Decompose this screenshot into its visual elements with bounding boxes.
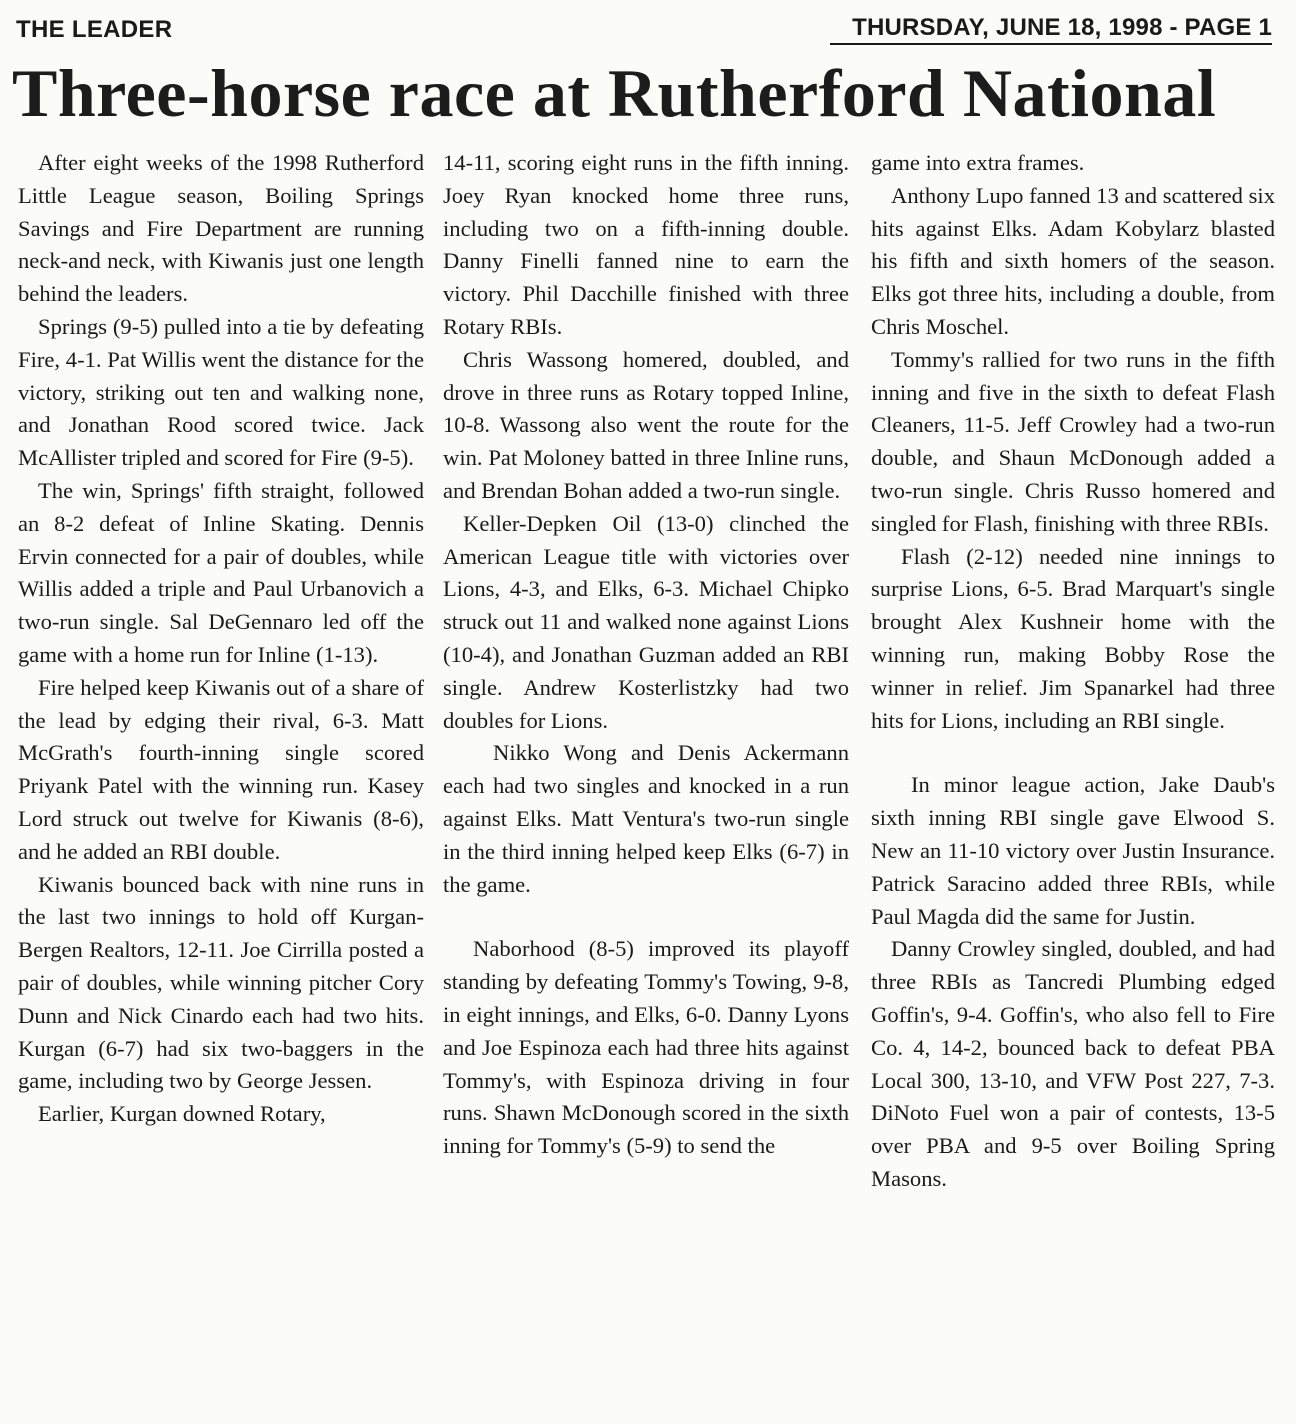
article-paragraph: Flash (2-12) needed nine innings to surprise Lions, 6-5. Brad Marquart's single brought Alex Kushneir home with the winning run, making Bobby Rose the winner in relief. Jim Spanarkel had three hits for Lions, including an RBI single. [871,543,1275,733]
paper-name: THE LEADER [16,16,173,43]
masthead [16,14,1278,48]
article-paragraph: Tommy's rallied for two runs in the fifth inning and five in the sixth to defeat Flash Cleaners, 11-5. Jeff Crowley had a two-run double, and Shaun McDonough added a two-run single. Chris Russo homered and singled for Flash, finishing with three RBIs. [871,346,1275,536]
article-paragraph: Fire helped keep Kiwanis out of a share of the lead by edging their rival, 6-3. Matt McGrath's fourth-inning single scored Priyank Patel with the winning run. Kasey Lord struck out twelve for Kiwanis (8-6), and he added an RBI double. [18,674,424,864]
article-paragraph: In minor league action, Jake Daub's sixth inning RBI single gave Elwood S. New an 11-10 victory over Justin Insurance. Patrick Saracino added three RBIs, while Paul Magda did the same for Justin. [871,772,1275,929]
article-paragraph: The win, Springs' fifth straight, followed an 8-2 defeat of Inline Skating. Dennis Ervin connected for a pair of doubles, while Willis added a triple and Paul Urbanovich a two-run single. Sal DeGennaro led off the game with a home run for Inline (1-13). [18,477,424,667]
dateline: THURSDAY, JUNE 18, 1998 - PAGE 1 [830,14,1272,45]
article-paragraph: Chris Wassong homered, doubled, and drove in three runs as Rotary topped Inline, 10-8. Wassong also went the route for the win. Pat Moloney batted in three Inline runs, and Brendan Bohan added a two-run single. [443,346,849,503]
article-paragraph: Danny Crowley singled, doubled, and had three RBIs as Tancredi Plumbing edged Goffin's, 9-4. Goffin's, who also fell to Fire Co. 4, 14-2, bounced back to defeat PBA Local 300, 13-10, and VFW Post 227, 7-3. DiNoto Fuel won a pair of contests, 13-5 over PBA and 9-5 over Boiling Spring Masons. [871,936,1275,1191]
article-paragraph: Springs (9-5) pulled into a tie by defeating Fire, 4-1. Pat Willis went the distance for the victory, striking out ten and walking none, and Jonathan Rood scored twice. Jack McAllister tripled and scored for Fire (9-5). [18,313,424,471]
article-column-2 [443,147,849,1163]
article-paragraph: Anthony Lupo fanned 13 and scattered six hits against Elks. Adam Kobylarz blasted his fifth and sixth homers of the season. Elks got three hits, including a double, from Chris Moschel. [871,182,1275,339]
article-paragraph: Kiwanis bounced back with nine runs in the last two innings to hold off Kurgan-Bergen Realtors, 12-11. Joe Cirrilla posted a pair of doubles, while winning pitcher Cory Dunn and Nick Cinardo each had two hits. Kurgan (6-7) had six two-baggers in the game, including two by George Jessen. [18,871,424,1094]
column-spacer [871,737,1275,769]
article-paragraph: game into extra frames. [871,150,1085,175]
article-paragraph: Naborhood (8-5) improved its playoff standing by defeating Tommy's Towing, 9-8, in eight innings, and Elks, 6-0. Danny Lyons and Joe Espinoza each had three hits against Tommy's, with Espinoza driving in four runs. Shawn McDonough scored in the sixth inning for Tommy's (5-9) to send the [443,936,849,1159]
column-spacer [443,901,849,933]
article-column-1 [18,147,424,1131]
article-column-3 [871,147,1275,1196]
article-paragraph: 14-11, scoring eight runs in the fifth inning. Joey Ryan knocked home three runs, including two on a fifth-inning double. Danny Finelli fanned nine to earn the victory. Phil Dacchille finished with three Rotary RBIs. [443,150,849,339]
article-paragraph: Nikko Wong and Denis Ackermann each had two singles and knocked in a run against Elks. Matt Ventura's two-run single in the third inning helped keep Elks (6-7) in the game. [443,740,849,897]
article-paragraph: Earlier, Kurgan downed Rotary, [38,1101,326,1127]
headline: Three-horse race at Rutherford National [12,55,1217,131]
article-paragraph: Keller-Depken Oil (13-0) clinched the American League title with victories over Lions, 4-3, and Elks, 6-3. Michael Chipko struck out 11 and walked none against Lions (10-4), and Jonathan Guzman added an RBI single. Andrew Kosterlistzky had two doubles for Lions. [443,510,849,733]
article-paragraph: After eight weeks of the 1998 Rutherford Little League season, Boiling Springs Savings and Fire Department are running neck-and neck, with Kiwanis just one length behind the leaders. [18,150,424,307]
